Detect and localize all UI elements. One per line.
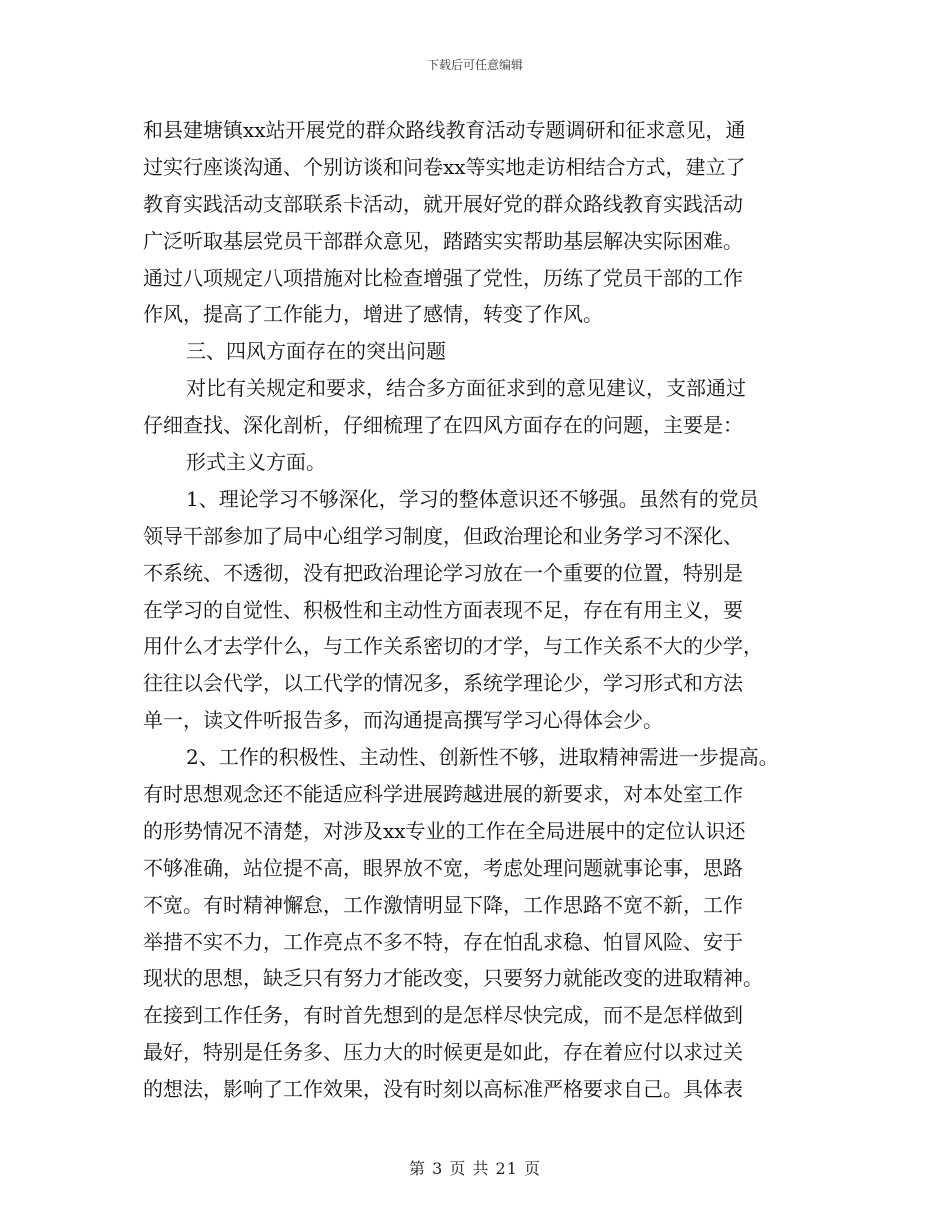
text-line: 在学习的自觉性、积极性和主动性方面表现不足，存在有用主义，要	[143, 597, 743, 622]
text-line: 对比有关规定和要求，结合多方面征求到的意见建议，支部通过	[186, 376, 746, 401]
text-line: 广泛听取基层党员干部群众意见，踏踏实实帮助基层解决实际困难。	[143, 228, 743, 253]
text-line: 有时思想观念还不能适应科学进展跨越进展的新要求，对本处室工作	[143, 782, 743, 807]
text-line: 单一，读文件听报告多，而沟通提高撰写学习心得体会少。	[143, 708, 663, 733]
text-line: 的想法，影响了工作效果，没有时刻以高标准严格要求自己。具体表	[143, 1077, 743, 1102]
text-line: 举措不实不力，工作亮点不多不特，存在怕乱求稳、怕冒风险、安于	[143, 929, 743, 954]
text-line: 过实行座谈沟通、个别访谈和问卷xx等实地走访相结合方式，建立了	[143, 154, 746, 179]
text-line: 最好，特别是任务多、压力大的时候更是如此，存在着应付以求过关	[143, 1040, 743, 1065]
text-line: 和县建塘镇xx站开展党的群众路线教育活动专题调研和征求意见，通	[143, 118, 746, 142]
text-line: 仔细查找、深化剖析，仔细梳理了在四风方面存在的问题，主要是：	[143, 413, 743, 438]
text-line: 2、工作的积极性、主动性、创新性不够，进取精神需进一步提高。	[186, 745, 779, 770]
text-line: 往往以会代学，以工代学的情况多，系统学理论少，学习形式和方法	[143, 671, 743, 696]
subsection-heading: 形式主义方面。	[186, 450, 326, 475]
text-line: 领导干部参加了局中心组学习制度，但政治理论和业务学习不深化、	[143, 523, 743, 548]
text-line: 不宽。有时精神懈怠，工作激情明显下降，工作思路不宽不新，工作	[143, 892, 743, 917]
text-line: 通过八项规定八项措施对比检查增强了党性，历练了党员干部的工作	[143, 265, 743, 290]
text-line: 教育实践活动支部联系卡活动，就开展好党的群众路线教育实践活动	[143, 191, 743, 216]
document-body	[143, 112, 843, 1108]
section-heading: 三、四风方面存在的突出问题	[186, 339, 446, 364]
text-line: 作风，提高了工作能力，增进了感情，转变了作风。	[143, 302, 603, 327]
text-line: 不够准确，站位提不高，眼界放不宽，考虑处理问题就事论事，思路	[143, 855, 743, 880]
text-line: 现状的思想，缺乏只有努力才能改变，只要努力就能改变的进取精神。	[143, 966, 763, 991]
text-line: 不系统、不透彻，没有把政治理论学习放在一个重要的位置，特别是	[143, 560, 743, 585]
text-line: 的形势情况不清楚，对涉及xx专业的工作在全局进展中的定位认识还	[143, 818, 746, 843]
page-header: 下载后可任意编辑	[426, 58, 523, 72]
text-line: 用什么才去学什么，与工作关系密切的才学，与工作关系不大的少学，	[143, 634, 763, 659]
text-line: 1、理论学习不够深化，学习的整体意识还不够强。虽然有的党员	[186, 486, 759, 511]
text-line: 在接到工作任务，有时首先想到的是怎样尽快完成，而不是怎样做到	[143, 1003, 743, 1028]
page-number-footer: 第 3 页 共 21 页	[409, 1159, 541, 1178]
